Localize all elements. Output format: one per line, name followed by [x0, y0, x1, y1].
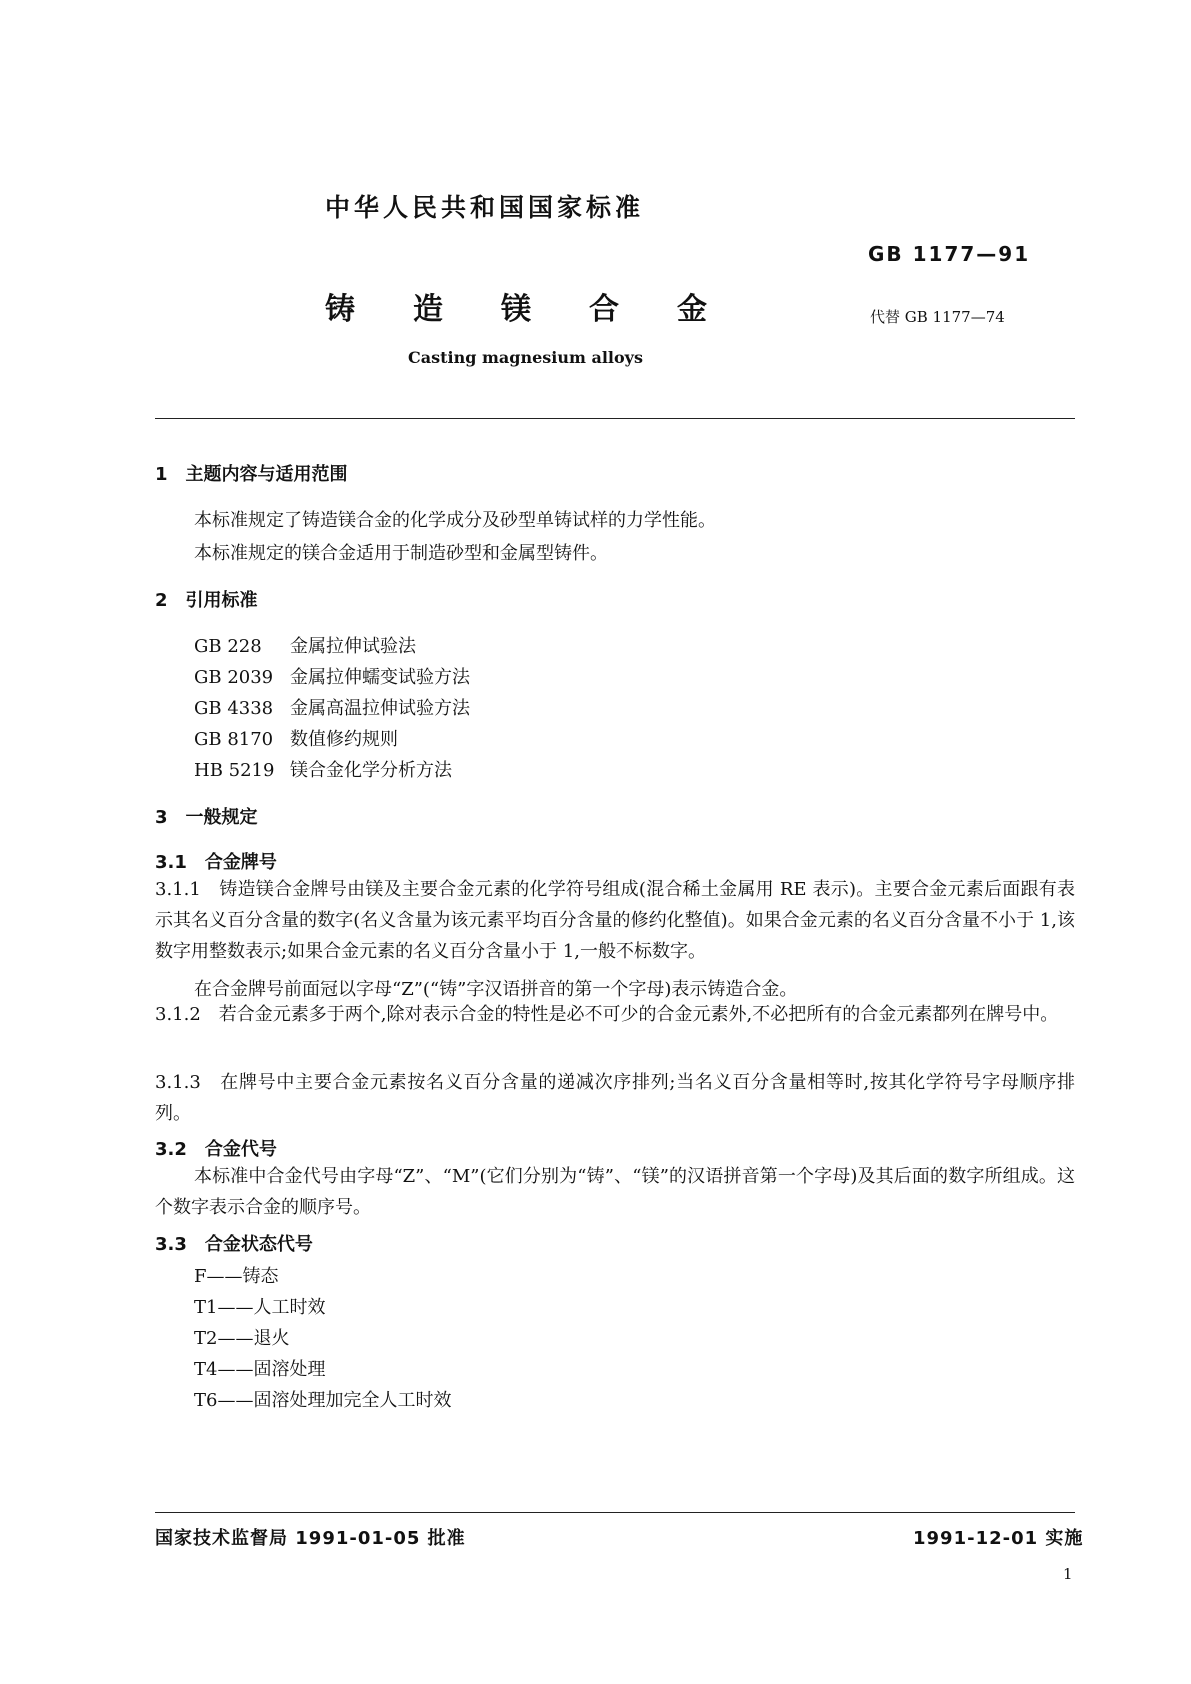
english-title: Casting magnesium alloys: [408, 348, 643, 367]
replaces-note: 代替 GB 1177—74: [870, 308, 1005, 326]
section-3-2-text: 本标准中合金代号由字母“Z”、“M”(它们分别为“铸”、“镁”的汉语拼音第一个字母)及其后面的数字所组成。这个数字表示合金的顺序号。: [155, 1166, 1075, 1218]
reference-item: [194, 694, 470, 720]
reference-item: [194, 725, 398, 751]
doc-title-char: 造: [413, 292, 443, 327]
state-code-item: T1——人工时效: [194, 1297, 326, 1318]
approval-line: 国家技术监督局 1991-01-05 批准: [155, 1528, 466, 1549]
section-1-heading: 1 主题内容与适用范围: [155, 464, 348, 485]
footer-rule: [155, 1512, 1075, 1513]
reference-code: HB 5219: [194, 760, 275, 781]
doc-title-char: 铸: [325, 292, 355, 327]
reference-item: [194, 632, 416, 658]
section-1-para: 本标准规定了铸造镁合金的化学成分及砂型单铸试样的力学性能。: [194, 510, 716, 531]
reference-code: GB 228: [194, 636, 262, 657]
section-3-1-heading: 3.1 合金牌号: [155, 852, 277, 873]
reference-item: [194, 663, 470, 689]
doc-title-char: 金: [677, 292, 707, 327]
state-code-item: T6——固溶处理加完全人工时效: [194, 1390, 452, 1411]
reference-title: 金属拉伸试验法: [290, 636, 416, 657]
header-rule: [155, 418, 1075, 419]
state-code-item: T2——退火: [194, 1328, 290, 1349]
page-number: 1: [1063, 1565, 1073, 1583]
reference-code: GB 8170: [194, 729, 274, 750]
state-code-item: T4——固溶处理: [194, 1359, 326, 1380]
section-1-para: 本标准规定的镁合金适用于制造砂型和金属型铸件。: [194, 543, 608, 564]
national-standard-title: 中华人民共和国国家标准: [325, 193, 645, 222]
section-2-heading: 2 引用标准: [155, 590, 258, 611]
reference-title: 金属高温拉伸试验方法: [290, 698, 470, 719]
doc-title: [325, 284, 707, 328]
doc-number: GB 1177—91: [868, 242, 1031, 266]
reference-code: GB 2039: [194, 667, 274, 688]
reference-title: 金属拉伸蠕变试验方法: [290, 667, 470, 688]
reference-title: 数值修约规则: [290, 729, 398, 750]
section-3-1-2-text: 3.1.2 若合金元素多于两个,除对表示合金的特性是必不可少的合金元素外,不必把所有的合金元素都列在牌号中。: [155, 1004, 1059, 1025]
reference-item: [194, 756, 452, 782]
section-3-3-heading: 3.3 合金状态代号: [155, 1234, 313, 1255]
section-3-2-heading: 3.2 合金代号: [155, 1139, 277, 1160]
reference-title: 镁合金化学分析方法: [290, 760, 452, 781]
effective-date: 1991-12-01 实施: [913, 1528, 1084, 1549]
section-3-1-1-text: 3.1.1 铸造镁合金牌号由镁及主要合金元素的化学符号组成(混合稀土金属用 RE 表示)。主要合金元素后面跟有表示其名义百分含量的数字(名义含量为该元素平均百分含量的修约化整值)。如果合金元素的名义百分含量不小于 1,该数字用整数表示;如果合金元素的名义百分含量小于 1,一般不标数字。: [155, 879, 1075, 962]
section-3-1-1-text-2: 在合金牌号前面冠以字母“Z”(“铸”字汉语拼音的第一个字母)表示铸造合金。: [194, 979, 798, 1000]
state-code-item: F——铸态: [194, 1266, 279, 1287]
reference-code: GB 4338: [194, 698, 274, 719]
doc-title-char: 镁: [501, 292, 531, 327]
doc-title-char: 合: [589, 292, 619, 327]
section-3-1-3-text: 3.1.3 在牌号中主要合金元素按名义百分含量的递减次序排列;当名义百分含量相等时,按其化学符号字母顺序排列。: [155, 1072, 1075, 1124]
section-3-heading: 3 一般规定: [155, 807, 258, 828]
